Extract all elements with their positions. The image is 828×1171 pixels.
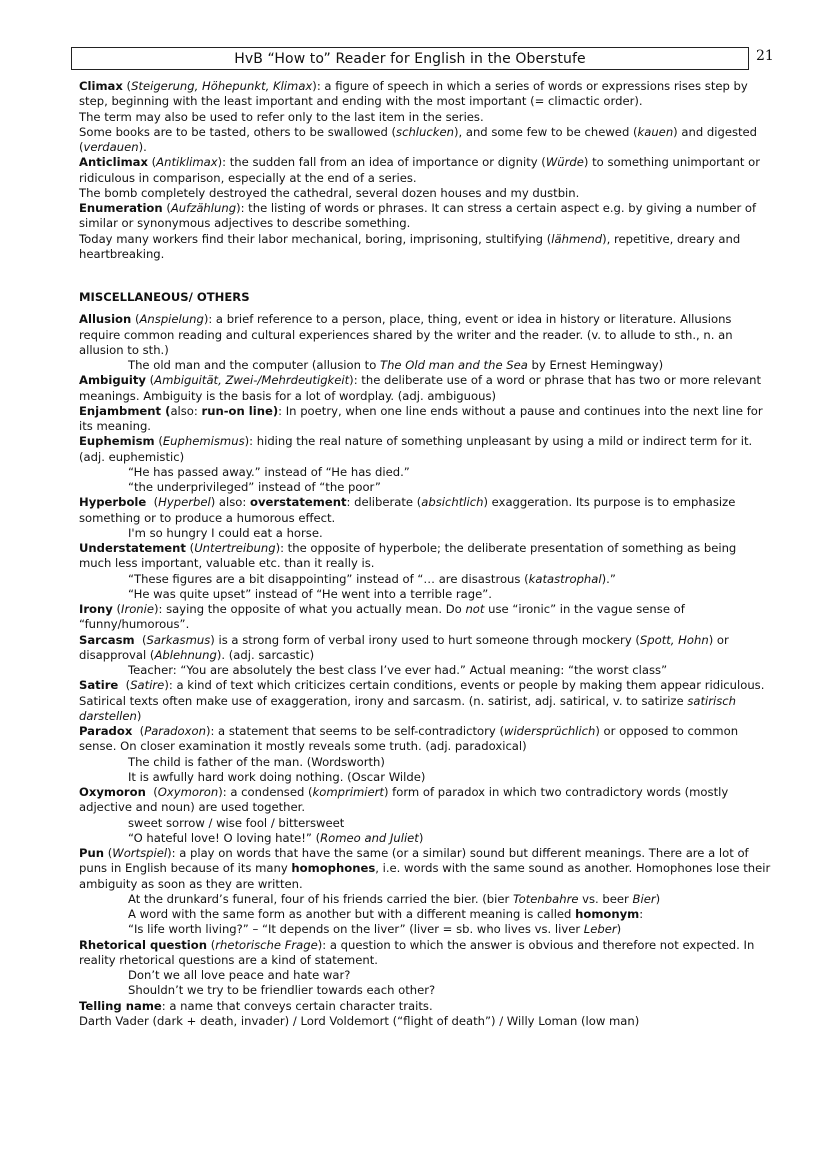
german-term: Steigerung, Höhepunkt, Klimax bbox=[131, 79, 313, 93]
entry-climax: Climax (Steigerung, Höhepunkt, Klimax): a figure of speech in which a series of words or expressions rises step by step, beginning with the least important and ending with the most important (= climactic order). bbox=[79, 79, 748, 109]
term: Satire bbox=[79, 678, 119, 693]
definition: : a figure of speech in which a series of words or expressions rises step by step, beginning with the least important and ending with the most important (= climactic order). bbox=[79, 79, 748, 109]
entry-oxymoron: Oxymoron (Oxymoron): a condensed (komprimiert) form of paradox in which two contradictory words (mostly adjective and noun) are used together. bbox=[79, 785, 729, 815]
term: Oxymoron bbox=[79, 785, 146, 799]
entry-satire: Satire (Satire): a kind of text which criticizes certain conditions, events or people by making them appear ridiculous. Satirical texts often make use of exaggeration, irony and sarcasm. (n. satirist, adj. satirical, v. to satirize satirisch darstellen) bbox=[79, 678, 765, 723]
section-heading: MISCELLANEOUS/ OTHERS bbox=[79, 290, 250, 304]
term: Hyperbole bbox=[79, 495, 147, 510]
example: Shouldn’t we try to be friendlier towards each other? bbox=[128, 983, 436, 998]
header-title: HvB “How to” Reader for English in the Oberstufe bbox=[234, 50, 586, 67]
example: Today many workers find their labor mechanical, boring, imprisoning, stultifying (lähmend), repetitive, dreary and heartbreaking. bbox=[79, 231, 741, 261]
term: Ambiguity bbox=[79, 373, 146, 388]
example: Darth Vader (dark + death, invader) / Lord Voldemort (“flight of death”) / Willy Loman (low man) bbox=[79, 1013, 640, 1028]
term: Sarcasm bbox=[79, 632, 135, 647]
example: The old man and the computer (allusion to The Old man and the Sea by Ernest Hemingway) bbox=[128, 358, 664, 372]
entry-paradox: Paradox (Paradoxon): a statement that seems to be self-contradictory (widersprüchlich) or opposed to common sense. On closer examination it mostly reveals some truth. (adj. paradoxical) bbox=[79, 724, 739, 754]
entry-enumeration: Enumeration (Aufzählung): the listing of words or phrases. It can stress a certain aspect e.g. by giving a number of similar or synonymous adjectives to describe something. bbox=[79, 201, 757, 231]
example: “O hateful love! O loving hate!” (Romeo and Juliet) bbox=[128, 830, 424, 845]
entry-understatement: Understatement (Untertreibung): the opposite of hyperbole; the deliberate presentation of something as being much less important, valuable etc. than it really is. bbox=[79, 541, 737, 571]
example: Some books are to be tasted, others to be swallowed (schlucken), and some few to be chewed (kauen) and digested (verdauen). bbox=[79, 124, 758, 154]
term: Anticlimax bbox=[79, 155, 148, 170]
term: Understatement bbox=[79, 541, 186, 555]
example: “These figures are a bit disappointing” instead of “… are disastrous (katastrophal).” bbox=[128, 571, 616, 586]
example: Teacher: “You are absolutely the best class I’ve ever had.” Actual meaning: “the worst class” bbox=[128, 663, 668, 677]
term: Euphemism bbox=[79, 434, 155, 449]
entry-pun: Pun (Wortspiel): a play on words that have the same (or a similar) sound but different meanings. There are a lot of puns in English because of its many homophones, i.e. words with the same sound as another. Homophones lose their ambiguity as soon as they are written. bbox=[79, 846, 771, 891]
entry-hyperbole: Hyperbole (Hyperbel) also: overstatement: deliberate (absichtlich) exaggeration. Its purpose is to emphasize something or to produce a humorous effect. bbox=[79, 495, 736, 525]
example: Don’t we all love peace and hate war? bbox=[128, 968, 351, 982]
page-header bbox=[71, 47, 749, 70]
term: Enumeration bbox=[79, 201, 163, 215]
term: Rhetorical question bbox=[79, 937, 208, 952]
example: “Is life worth living?” – “It depends on the liver” (liver = sb. who lives vs. liver Leber) bbox=[128, 922, 622, 937]
entry-anticlimax: Anticlimax (Antiklimax): the sudden fall from an idea of importance or dignity (Würde) to something unimportant or ridiculous in comparison, especially at the end of a series. bbox=[79, 155, 761, 185]
page-number: 21 bbox=[756, 48, 774, 64]
example: “He was quite upset” instead of “He went into a terrible rage”. bbox=[128, 586, 492, 601]
spacer bbox=[79, 305, 771, 312]
example: “He has passed away.” instead of “He has died.” bbox=[128, 464, 410, 479]
entry-euphemism: Euphemism (Euphemismus): hiding the real nature of something unpleasant by using a mild or indirect term for it. (adj. euphemistic) bbox=[79, 434, 753, 464]
entry-irony: Irony (Ironie): saying the opposite of what you actually mean. Do not use “ironic” in the vague sense of “funny/humorous”. bbox=[79, 602, 685, 632]
term: Allusion bbox=[79, 312, 132, 327]
entry-sarcasm: Sarcasm (Sarkasmus) is a strong form of verbal irony used to hurt someone through mockery (Spott, Hohn) or disapproval (Ablehnung). (adj. sarcastic) bbox=[79, 632, 729, 662]
entry-ambiguity: Ambiguity (Ambiguität, Zwei-/Mehrdeutigkeit): the deliberate use of a word or phrase that has two or more relevant meanings. Ambiguity is the basis for a lot of wordplay. (adj. ambiguous) bbox=[79, 373, 762, 403]
example: The bomb completely destroyed the cathedral, several dozen houses and my dustbin. bbox=[79, 185, 580, 200]
term: Pun bbox=[79, 846, 105, 860]
example: sweet sorrow / wise fool / bittersweet bbox=[128, 815, 345, 830]
term: Irony bbox=[79, 602, 113, 616]
term: Climax bbox=[79, 79, 123, 93]
example: A word with the same form as another but with a different meaning is called homonym: bbox=[128, 907, 644, 921]
entry-enjambment: Enjambment (also: run-on line): In poetry, when one line ends without a pause and continues into the next line for its meaning. bbox=[79, 403, 763, 433]
document-body bbox=[79, 79, 771, 1029]
entry-allusion: Allusion (Anspielung): a brief reference to a person, place, thing, event or idea in history or literature. Allusions require common reading and cultural experiences shared by the writer and the reader. (v. to allude to sth., n. an allusion to sth.) bbox=[79, 312, 733, 357]
definition-note: The term may also be used to refer only to the last item in the series. bbox=[79, 109, 484, 124]
spacer bbox=[79, 262, 771, 290]
example: I'm so hungry I could eat a horse. bbox=[128, 525, 323, 540]
entry-telling-name: Telling name: a name that conveys certain character traits. bbox=[79, 998, 433, 1013]
entry-rhetorical-question: Rhetorical question (rhetorische Frage): a question to which the answer is obvious and therefore not expected. In reality rhetorical questions are a kind of statement. bbox=[79, 937, 755, 967]
example: “the underprivileged” instead of “the poor” bbox=[128, 480, 381, 494]
example: The child is father of the man. (Wordsworth) bbox=[128, 754, 385, 769]
term: Paradox bbox=[79, 724, 133, 738]
example: It is awfully hard work doing nothing. (Oscar Wilde) bbox=[128, 769, 426, 784]
term: Telling name bbox=[79, 998, 162, 1013]
example: At the drunkard’s funeral, four of his friends carried the bier. (bier Totenbahre vs. beer Bier) bbox=[128, 891, 661, 906]
